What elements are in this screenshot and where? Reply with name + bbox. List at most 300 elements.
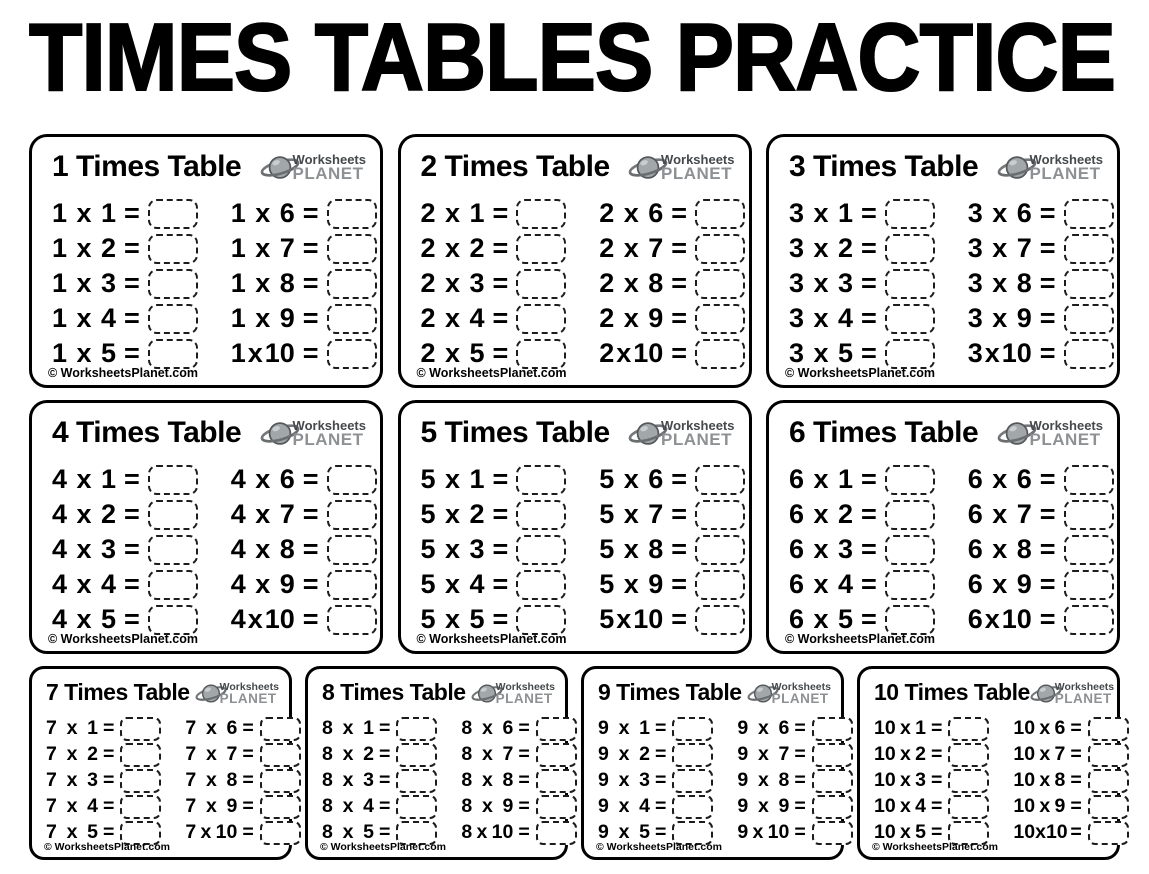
equals-sign: = xyxy=(103,794,115,817)
answer-box[interactable] xyxy=(1064,304,1114,334)
answer-box[interactable] xyxy=(1088,769,1129,793)
equations-column-left xyxy=(322,717,437,844)
equals-sign: = xyxy=(103,820,115,843)
answer-box[interactable] xyxy=(260,717,301,741)
factor-first: 8 xyxy=(461,820,473,843)
equation-row xyxy=(968,199,1114,228)
equation-label xyxy=(598,820,650,843)
equals-sign: = xyxy=(242,742,254,765)
equals-sign: = xyxy=(861,499,877,529)
answer-box[interactable] xyxy=(1088,795,1129,819)
times-sign: x xyxy=(813,268,829,298)
answer-box[interactable] xyxy=(1088,743,1129,767)
answer-box[interactable] xyxy=(327,199,377,229)
equation-row xyxy=(461,717,576,740)
answer-box[interactable] xyxy=(695,605,745,635)
times-sign: x xyxy=(205,794,217,817)
answer-box[interactable] xyxy=(148,234,198,264)
equation-label xyxy=(789,536,853,563)
factor-second: 4 xyxy=(100,569,116,599)
equation-row xyxy=(185,743,300,766)
answer-box[interactable] xyxy=(327,465,377,495)
factor-first: 10 xyxy=(1013,742,1036,765)
equals-sign: = xyxy=(124,604,140,634)
answer-box[interactable] xyxy=(327,339,377,369)
answer-box[interactable] xyxy=(1064,570,1114,600)
equation-row xyxy=(968,500,1114,529)
equation-row xyxy=(185,821,300,844)
equals-sign: = xyxy=(492,338,509,368)
factor-first: 3 xyxy=(789,268,805,298)
times-sign: x xyxy=(623,534,639,564)
equation-row xyxy=(968,304,1114,333)
times-sign: x xyxy=(899,820,911,843)
factor-second: 1 xyxy=(915,716,926,739)
equation-label xyxy=(421,200,485,227)
equals-sign: = xyxy=(1070,794,1082,817)
answer-box[interactable] xyxy=(396,717,437,741)
factor-second: 4 xyxy=(100,303,116,333)
factor-second: 8 xyxy=(1016,534,1032,564)
equals-sign: = xyxy=(1039,338,1056,368)
factor-first: 9 xyxy=(598,768,609,791)
factor-first: 6 xyxy=(967,569,983,599)
equals-sign: = xyxy=(655,794,667,817)
equation-label xyxy=(231,235,295,262)
factor-first: 9 xyxy=(598,794,609,817)
times-sign: x xyxy=(623,464,639,494)
answer-box[interactable] xyxy=(516,269,566,299)
times-sign: x xyxy=(444,198,461,228)
answer-box[interactable] xyxy=(695,535,745,565)
factor-first: 7 xyxy=(185,820,197,843)
equation-label xyxy=(46,742,98,765)
equation-row xyxy=(968,605,1114,634)
equals-sign: = xyxy=(124,534,140,564)
equals-sign: = xyxy=(861,534,877,564)
answer-box[interactable] xyxy=(516,339,566,369)
times-sign: x xyxy=(444,303,461,333)
answer-box[interactable] xyxy=(327,535,377,565)
answer-box[interactable] xyxy=(516,304,566,334)
answer-box[interactable] xyxy=(396,743,437,767)
factor-first: 1 xyxy=(52,268,68,298)
equation-row xyxy=(421,339,567,368)
equation-row xyxy=(322,769,437,792)
equation-row xyxy=(789,535,935,564)
answer-box[interactable] xyxy=(885,199,935,229)
answer-box[interactable] xyxy=(148,339,198,369)
equation-row xyxy=(598,743,713,766)
factor-first: 1 xyxy=(52,198,68,228)
card-header xyxy=(789,416,1103,450)
equation-label xyxy=(421,305,485,332)
equation-row xyxy=(421,570,567,599)
factor-second: 2 xyxy=(469,233,485,263)
equals-sign: = xyxy=(379,820,391,843)
brand-logo xyxy=(628,151,734,184)
factor-second: 9 xyxy=(502,794,514,817)
answer-box[interactable] xyxy=(1088,717,1129,741)
equals-sign: = xyxy=(794,716,806,739)
times-sign: x xyxy=(899,742,911,765)
answer-box[interactable] xyxy=(812,769,853,793)
equation-label xyxy=(789,235,853,262)
equals-sign: = xyxy=(103,768,115,791)
answer-box[interactable] xyxy=(885,535,935,565)
answer-box[interactable] xyxy=(948,769,989,793)
times-sign: x xyxy=(616,338,632,368)
equations-column-right xyxy=(231,465,377,634)
equation-label xyxy=(1013,742,1066,765)
factor-first: 7 xyxy=(185,716,197,739)
factor-second: 8 xyxy=(778,768,790,791)
factor-first: 5 xyxy=(420,499,436,529)
card-footer-credit: © WorksheetsPlanet.com xyxy=(785,366,935,380)
factor-first: 2 xyxy=(420,338,436,368)
factor-first: 3 xyxy=(967,338,983,368)
times-sign: x xyxy=(992,198,1008,228)
equals-sign: = xyxy=(302,338,319,368)
answer-box[interactable] xyxy=(536,769,577,793)
equation-row xyxy=(421,535,567,564)
cards-grid xyxy=(29,134,1120,860)
answer-box[interactable] xyxy=(1064,465,1114,495)
logo-text-worksheets: Worksheets xyxy=(661,152,735,167)
answer-box[interactable] xyxy=(695,500,745,530)
equation-label xyxy=(322,716,374,739)
equation-label xyxy=(461,716,514,739)
card-footer-credit: © WorksheetsPlanet.com xyxy=(785,632,935,646)
answer-box[interactable] xyxy=(885,339,935,369)
equation-label xyxy=(1013,794,1066,817)
times-sign: x xyxy=(444,499,461,529)
answer-box[interactable] xyxy=(148,535,198,565)
factor-second: 2 xyxy=(639,742,650,765)
times-sign: x xyxy=(444,464,461,494)
times-sign: x xyxy=(66,820,78,843)
answer-box[interactable] xyxy=(536,795,577,819)
factor-second: 2 xyxy=(837,233,853,263)
factor-first: 7 xyxy=(185,742,197,765)
answer-box[interactable] xyxy=(1064,339,1114,369)
answer-box[interactable] xyxy=(1064,269,1114,299)
answer-box[interactable] xyxy=(327,570,377,600)
times-table-card xyxy=(857,666,1120,860)
factor-second: 5 xyxy=(363,820,374,843)
answer-box[interactable] xyxy=(327,304,377,334)
answer-box[interactable] xyxy=(948,795,989,819)
equation-label xyxy=(46,794,98,817)
factor-second: 6 xyxy=(648,198,664,228)
times-sign: x xyxy=(813,303,829,333)
answer-box[interactable] xyxy=(885,605,935,635)
brand-logo-text xyxy=(1030,419,1103,448)
answer-box[interactable] xyxy=(516,570,566,600)
factor-first: 1 xyxy=(230,198,246,228)
equations-column-right xyxy=(599,465,745,634)
equation-label xyxy=(322,794,374,817)
factor-second: 7 xyxy=(502,742,514,765)
answer-box[interactable] xyxy=(672,743,713,767)
answer-box[interactable] xyxy=(148,570,198,600)
answer-box[interactable] xyxy=(516,465,566,495)
factor-first: 2 xyxy=(420,198,436,228)
equals-sign: = xyxy=(379,794,391,817)
brand-logo xyxy=(997,417,1103,450)
equation-row xyxy=(231,605,377,634)
equation-row xyxy=(461,821,576,844)
factor-second: 8 xyxy=(1016,268,1032,298)
equals-sign: = xyxy=(518,768,530,791)
answer-box[interactable] xyxy=(327,234,377,264)
answer-box[interactable] xyxy=(695,570,745,600)
factor-second: 6 xyxy=(279,464,295,494)
answer-box[interactable] xyxy=(148,500,198,530)
equation-label xyxy=(52,606,116,633)
factor-second: 5 xyxy=(87,820,98,843)
answer-box[interactable] xyxy=(672,795,713,819)
equation-label xyxy=(968,305,1032,332)
equation-label xyxy=(968,536,1032,563)
factor-first: 8 xyxy=(322,820,333,843)
answer-box[interactable] xyxy=(148,465,198,495)
equals-sign: = xyxy=(302,569,319,599)
answer-box[interactable] xyxy=(148,199,198,229)
times-table-card xyxy=(29,134,383,388)
logo-text-planet: PLANET xyxy=(1029,164,1101,183)
times-sign: x xyxy=(255,233,271,263)
logo-text-planet: PLANET xyxy=(1054,690,1112,706)
factor-first: 1 xyxy=(52,338,68,368)
equation-label xyxy=(598,742,650,765)
answer-box[interactable] xyxy=(327,500,377,530)
answer-box[interactable] xyxy=(885,304,935,334)
answer-box[interactable] xyxy=(327,269,377,299)
answer-box[interactable] xyxy=(1064,605,1114,635)
answer-box[interactable] xyxy=(396,769,437,793)
answer-box[interactable] xyxy=(148,605,198,635)
equation-label xyxy=(421,606,485,633)
equals-sign: = xyxy=(794,768,806,791)
answer-box[interactable] xyxy=(695,234,745,264)
answer-box[interactable] xyxy=(536,717,577,741)
equation-label xyxy=(737,742,790,765)
answer-box[interactable] xyxy=(695,304,745,334)
equals-sign: = xyxy=(1039,604,1056,634)
answer-box[interactable] xyxy=(695,269,745,299)
equation-label xyxy=(421,571,485,598)
answer-box[interactable] xyxy=(1064,500,1114,530)
brand-logo-text xyxy=(496,682,555,705)
answer-box[interactable] xyxy=(396,795,437,819)
answer-box[interactable] xyxy=(120,717,161,741)
times-sign: x xyxy=(444,338,461,368)
times-sign: x xyxy=(255,464,271,494)
times-sign: x xyxy=(444,233,461,263)
equals-sign: = xyxy=(861,198,877,228)
factor-second: 6 xyxy=(1054,716,1066,739)
equation-row xyxy=(1013,717,1128,740)
equation-row xyxy=(789,500,935,529)
factor-second: 1 xyxy=(837,198,853,228)
equation-row xyxy=(52,605,198,634)
times-sign: x xyxy=(623,499,639,529)
equation-label xyxy=(599,536,663,563)
answer-box[interactable] xyxy=(885,465,935,495)
times-sign: x xyxy=(618,768,630,791)
answer-box[interactable] xyxy=(260,769,301,793)
factor-first: 6 xyxy=(967,499,983,529)
card-header xyxy=(46,679,279,707)
equation-row xyxy=(599,339,745,368)
equation-label xyxy=(185,794,238,817)
equation-row xyxy=(874,795,989,818)
times-sign: x xyxy=(76,198,92,228)
answer-box[interactable] xyxy=(1064,234,1114,264)
answer-box[interactable] xyxy=(536,743,577,767)
answer-box[interactable] xyxy=(516,500,566,530)
answer-box[interactable] xyxy=(695,339,745,369)
times-sign: x xyxy=(342,716,354,739)
times-sign: x xyxy=(66,768,78,791)
equation-row xyxy=(598,769,713,792)
factor-first: 2 xyxy=(599,233,615,263)
answer-box[interactable] xyxy=(120,743,161,767)
answer-box[interactable] xyxy=(812,717,853,741)
card-title: 2 Times Table xyxy=(420,150,610,183)
factor-first: 5 xyxy=(599,569,615,599)
answer-box[interactable] xyxy=(812,743,853,767)
equation-row xyxy=(1013,743,1128,766)
answer-box[interactable] xyxy=(260,821,301,845)
equation-label xyxy=(599,200,663,227)
factor-first: 6 xyxy=(967,534,983,564)
answer-box[interactable] xyxy=(516,605,566,635)
answer-box[interactable] xyxy=(1088,821,1129,845)
equals-sign: = xyxy=(861,464,877,494)
answer-box[interactable] xyxy=(1064,535,1114,565)
factor-second: 7 xyxy=(648,233,664,263)
equation-row xyxy=(185,717,300,740)
answer-box[interactable] xyxy=(672,717,713,741)
answer-box[interactable] xyxy=(695,199,745,229)
answer-box[interactable] xyxy=(885,269,935,299)
factor-second: 3 xyxy=(469,268,485,298)
factor-second: 8 xyxy=(1054,768,1066,791)
equations-area xyxy=(322,717,555,844)
times-sign: x xyxy=(992,233,1008,263)
brand-logo-text xyxy=(1055,682,1114,705)
answer-box[interactable] xyxy=(812,795,853,819)
equation-row xyxy=(968,269,1114,298)
answer-box[interactable] xyxy=(948,743,989,767)
factor-first: 6 xyxy=(789,499,805,529)
answer-box[interactable] xyxy=(1064,199,1114,229)
equals-sign: = xyxy=(124,198,140,228)
factor-first: 1 xyxy=(230,303,246,333)
factor-first: 4 xyxy=(52,604,68,634)
factor-second: 5 xyxy=(469,338,485,368)
equation-row xyxy=(231,199,377,228)
equation-label xyxy=(737,716,790,739)
factor-first: 6 xyxy=(967,604,983,634)
equals-sign: = xyxy=(671,268,688,298)
answer-box[interactable] xyxy=(516,234,566,264)
equals-sign: = xyxy=(1039,569,1056,599)
answer-box[interactable] xyxy=(695,465,745,495)
equation-row xyxy=(599,605,745,634)
equation-label xyxy=(421,536,485,563)
answer-box[interactable] xyxy=(260,743,301,767)
answer-box[interactable] xyxy=(885,570,935,600)
answer-box[interactable] xyxy=(672,769,713,793)
factor-second: 6 xyxy=(1016,464,1032,494)
brand-logo-text xyxy=(661,153,734,182)
answer-box[interactable] xyxy=(120,795,161,819)
equals-sign: = xyxy=(492,569,509,599)
times-sign: x xyxy=(255,268,271,298)
equation-label xyxy=(421,501,485,528)
answer-box[interactable] xyxy=(120,769,161,793)
equation-label xyxy=(737,820,790,843)
answer-box[interactable] xyxy=(885,500,935,530)
factor-second: 2 xyxy=(100,233,116,263)
equals-sign: = xyxy=(242,820,254,843)
answer-box[interactable] xyxy=(885,234,935,264)
times-sign: x xyxy=(66,742,78,765)
card-header xyxy=(598,679,831,707)
equation-label xyxy=(231,270,295,297)
factor-second: 9 xyxy=(1054,794,1066,817)
factor-second: 6 xyxy=(648,464,664,494)
factor-first: 8 xyxy=(461,768,473,791)
equations-area xyxy=(46,717,279,844)
equation-row xyxy=(185,795,300,818)
answer-box[interactable] xyxy=(812,821,853,845)
answer-box[interactable] xyxy=(516,199,566,229)
equals-sign: = xyxy=(492,604,509,634)
answer-box[interactable] xyxy=(327,605,377,635)
answer-box[interactable] xyxy=(516,535,566,565)
equals-sign: = xyxy=(124,268,140,298)
answer-box[interactable] xyxy=(536,821,577,845)
answer-box[interactable] xyxy=(260,795,301,819)
answer-box[interactable] xyxy=(148,269,198,299)
equation-row xyxy=(52,199,198,228)
equals-sign: = xyxy=(302,534,319,564)
equations-column-right xyxy=(231,199,377,368)
equation-label xyxy=(185,742,238,765)
equals-sign: = xyxy=(1039,198,1056,228)
factor-first: 7 xyxy=(46,716,57,739)
equation-row xyxy=(968,570,1114,599)
answer-box[interactable] xyxy=(148,304,198,334)
factor-second: 7 xyxy=(1016,499,1032,529)
factor-second: 7 xyxy=(279,233,295,263)
equals-sign: = xyxy=(655,820,667,843)
equals-sign: = xyxy=(671,534,688,564)
factor-first: 8 xyxy=(461,742,473,765)
factor-second: 10 xyxy=(767,820,790,843)
equations-column-left xyxy=(421,465,567,634)
answer-box[interactable] xyxy=(948,717,989,741)
times-sign: x xyxy=(205,742,217,765)
equation-label xyxy=(789,606,853,633)
factor-first: 5 xyxy=(599,464,615,494)
times-sign: x xyxy=(255,534,271,564)
equation-row xyxy=(737,717,852,740)
